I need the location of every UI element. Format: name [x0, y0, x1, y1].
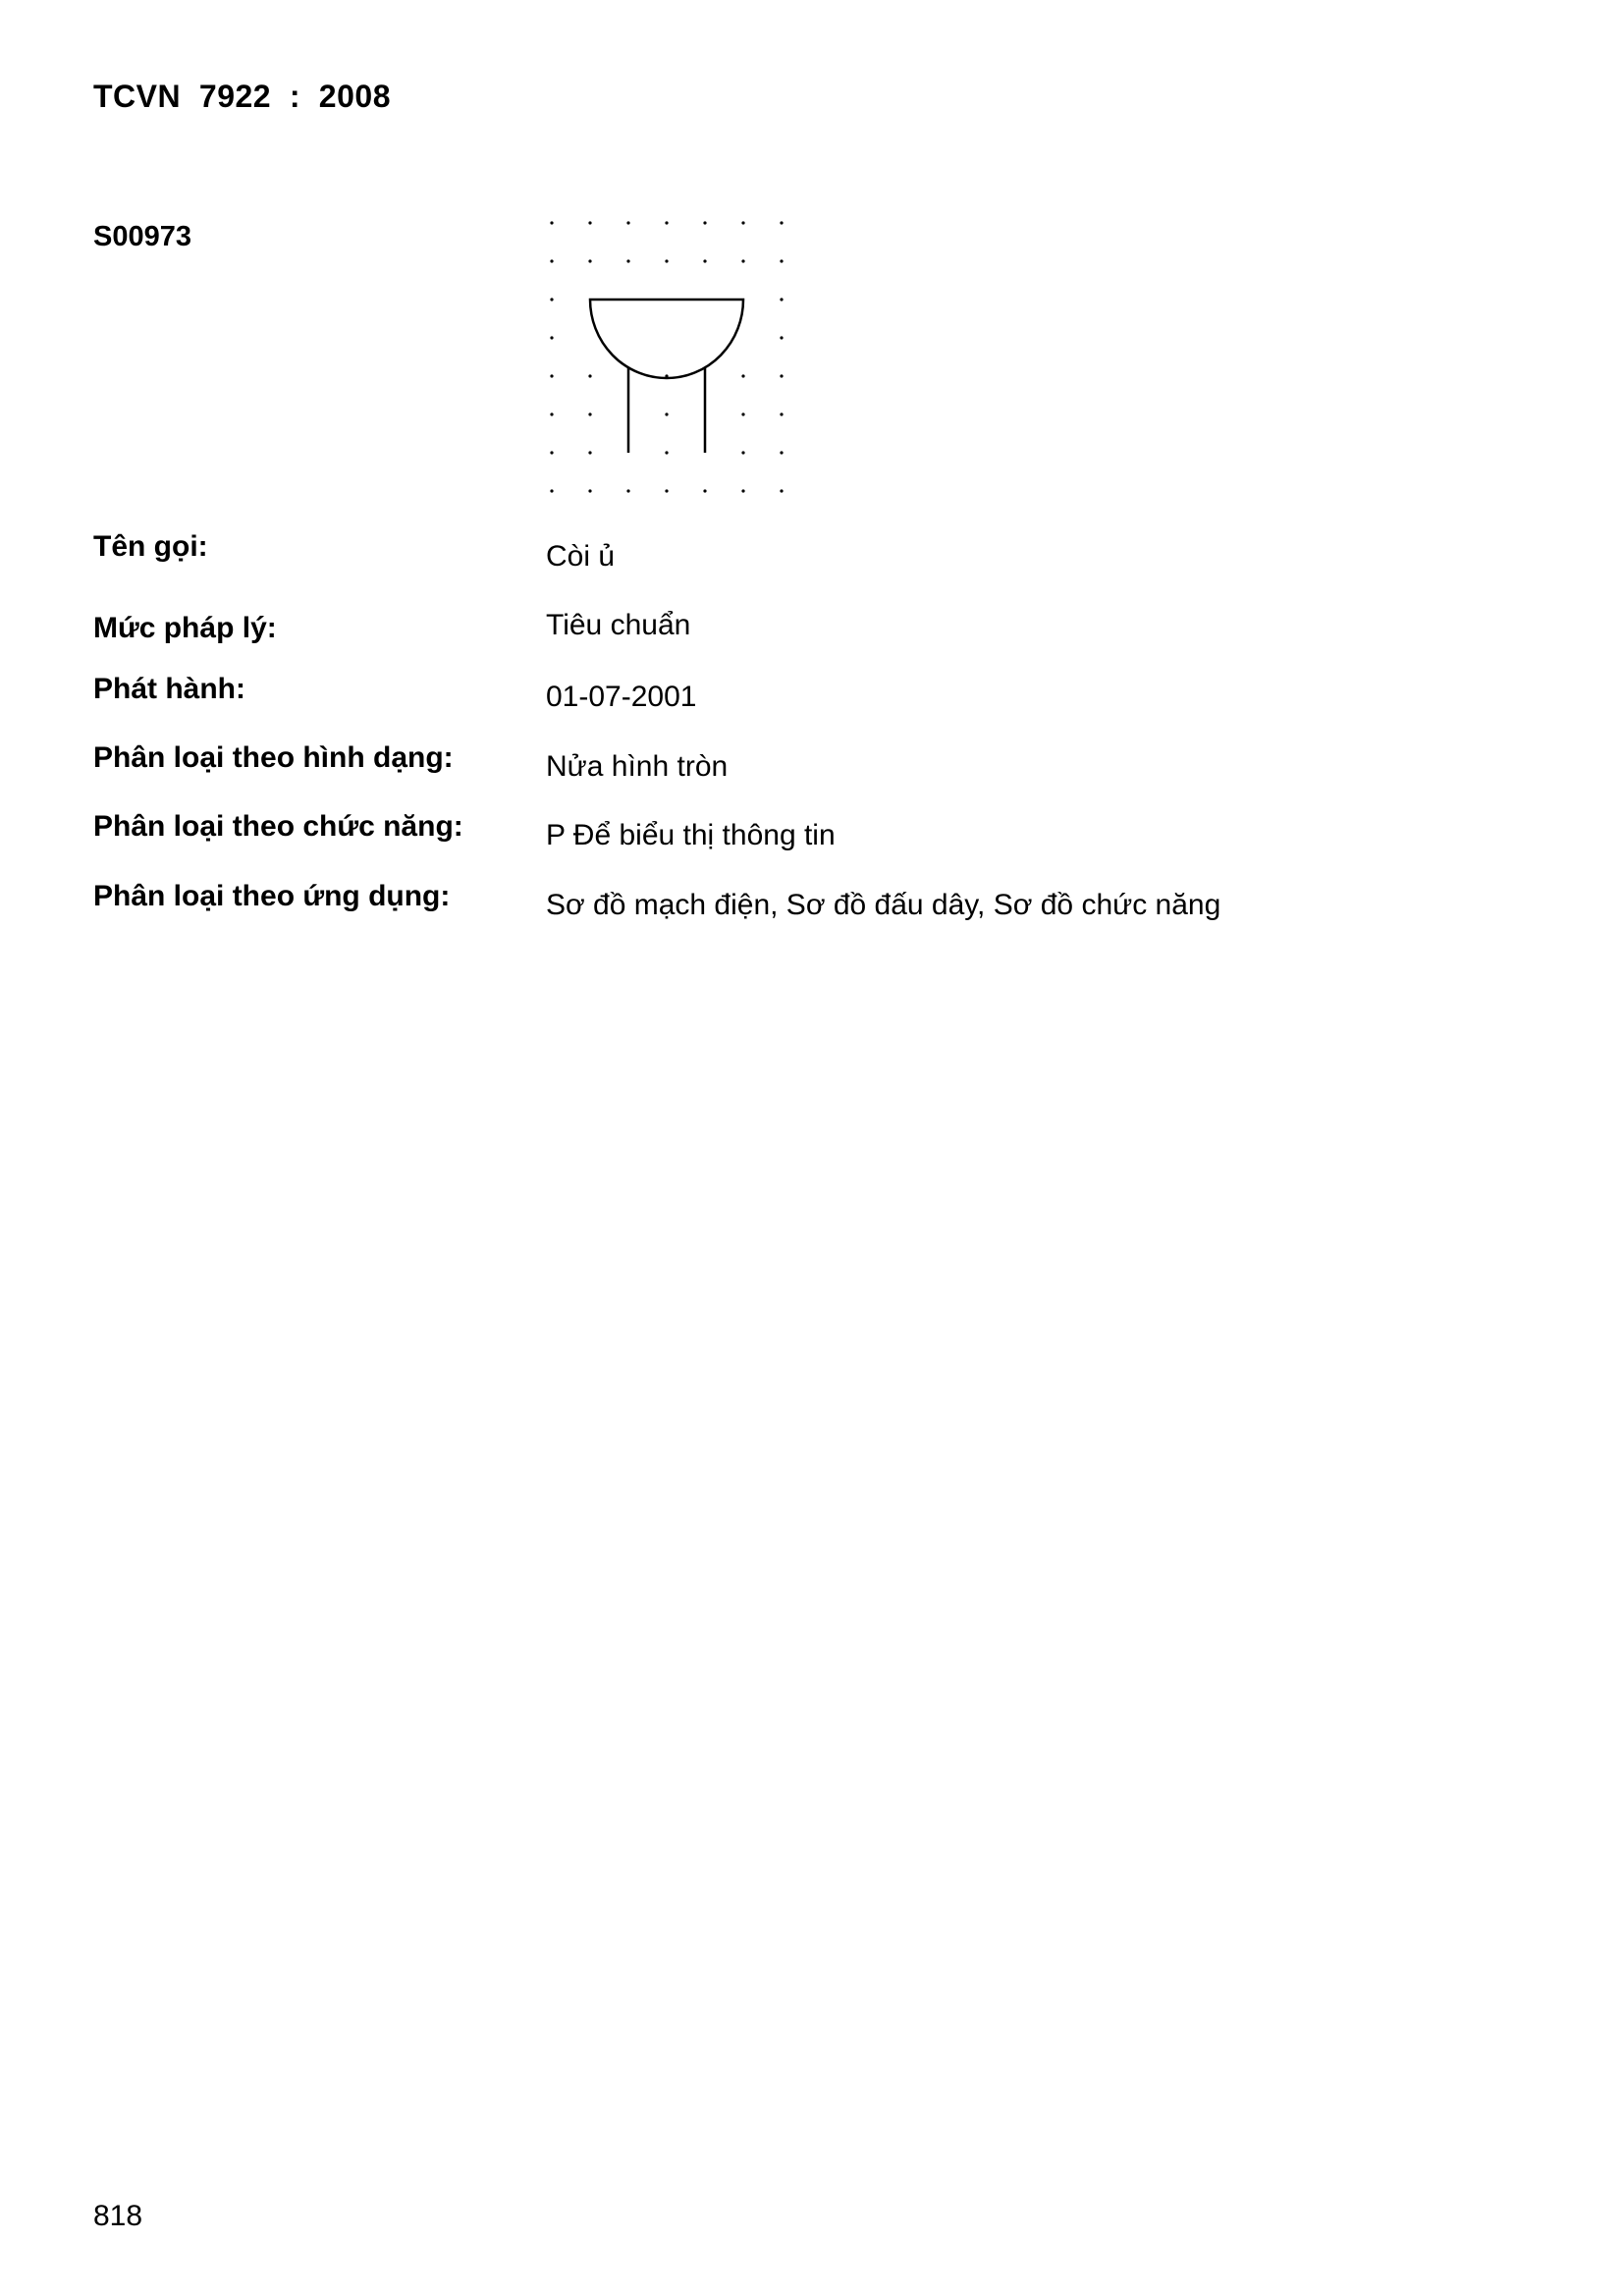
grid-dots: [550, 221, 783, 492]
field-value-phat-hanh: 01-07-2001: [546, 681, 697, 713]
field-label-phan-loai-hinh-dang: Phân loại theo hình dạng:: [93, 741, 454, 774]
symbol-id: S00973: [93, 221, 191, 252]
field-value-phan-loai-chuc-nang: P Để biểu thị thông tin: [546, 819, 836, 851]
field-label-phat-hanh: Phát hành:: [93, 673, 245, 705]
field-label-phan-loai-ung-dung: Phân loại theo ứng dụng:: [93, 880, 451, 912]
document-header: TCVN 7922 : 2008: [93, 79, 391, 114]
field-value-ten-goi: Còi ủ: [546, 540, 616, 573]
horn-symbol-icon: [540, 211, 795, 506]
field-label-muc-phap-ly: Mức pháp lý:: [93, 612, 277, 644]
field-value-phan-loai-ung-dung: Sơ đồ mạch điện, Sơ đồ đấu dây, Sơ đồ chức năng: [546, 889, 1221, 921]
field-label-ten-goi: Tên gọi:: [93, 530, 208, 563]
field-value-muc-phap-ly: Tiêu chuẩn: [546, 609, 691, 641]
field-label-phan-loai-chuc-nang: Phân loại theo chức năng:: [93, 810, 463, 843]
page-number: 818: [93, 2200, 143, 2232]
field-value-phan-loai-hinh-dang: Nửa hình tròn: [546, 750, 729, 783]
